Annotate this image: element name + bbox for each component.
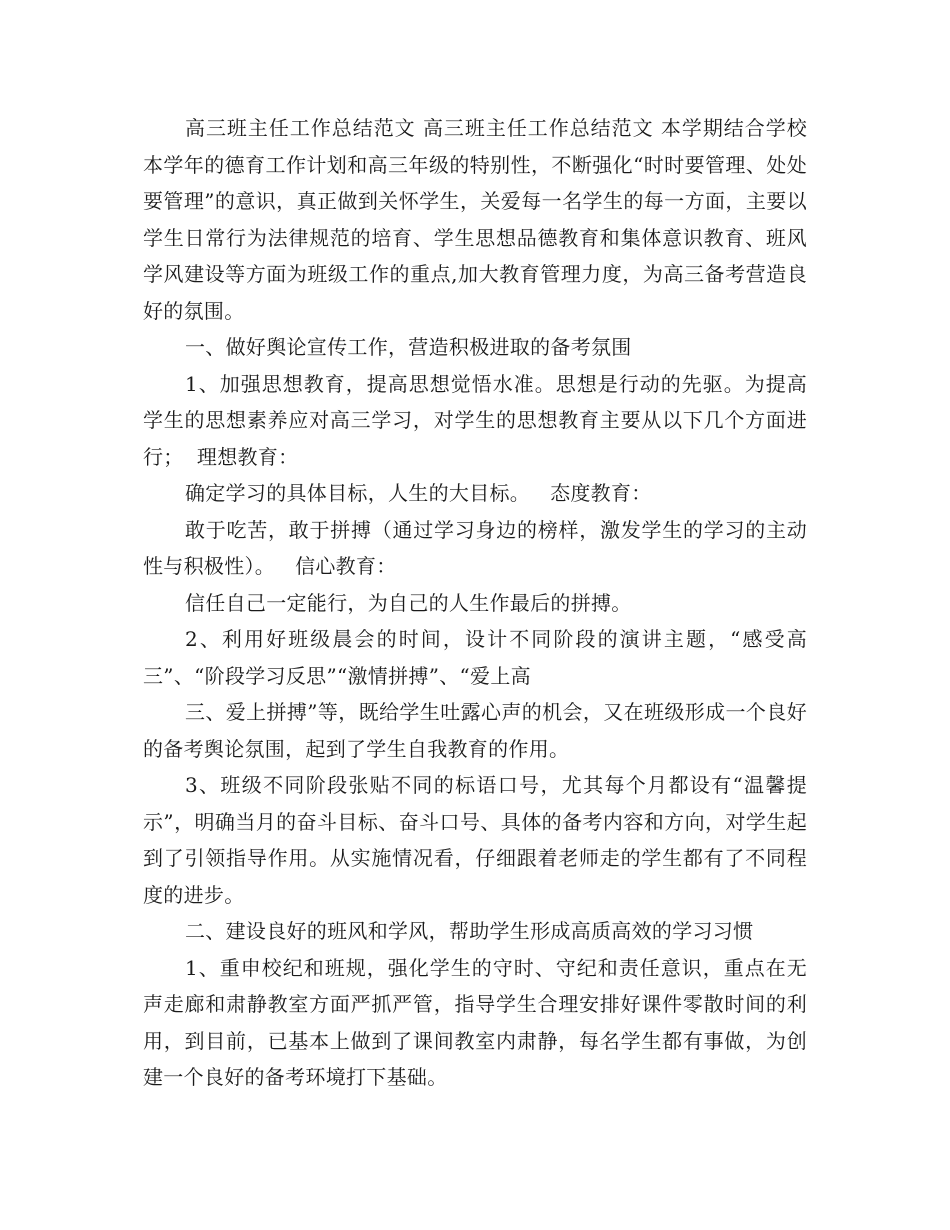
paragraph-item-2: 2、利用好班级晨会的时间，设计不同阶段的演讲主题，“感受高三”、“阶段学习反思”“激情拼搏”、“爱上高 bbox=[143, 627, 807, 688]
paragraph-section-2-item-1: 1、重申校纪和班规，强化学生的守时、守纪和责任意识，重点在无声走廊和肃静教室方面严抓严管，指导学生合理安排好课件零散时间的利用，到目前，已基本上做到了课间教室内肃静，每名学生都有事做，为创建一个良好的备考环境打下基础。 bbox=[143, 955, 807, 1089]
paragraph-confidence-education: 信任自己一定能行，为自己的人生作最后的拼搏。 bbox=[185, 590, 632, 615]
paragraph-item-1: 1、加强思想教育，提高思想觉悟水准。思想是行动的先驱。为提高学生的思想素养应对高三学习，对学生的思想教育主要从以下几个方面进行； 理想教育： bbox=[143, 371, 807, 469]
document-body bbox=[143, 110, 807, 1096]
paragraph-item-2-continued: 三、爱上拼搏”等，既给学生吐露心声的机会，又在班级形成一个良好的备考舆论氛围，起到了学生自我教育的作用。 bbox=[143, 700, 807, 761]
heading-section-1: 一、做好舆论宣传工作，营造积极进取的备考氛围 bbox=[185, 335, 632, 359]
paragraph-intro: 高三班主任工作总结范文 高三班主任工作总结范文 本学期结合学校本学年的德育工作计划和高三年级的特别性，不断强化“时时要管理、处处要管理”的意识，真正做到关怀学生，关爱每一名学生的每一方面，主要以学生日常行为法律规范的培育、学生思想品德教育和集体意识教育、班风学风建设等方面为班级工作的重点,加大教育管理力度，为高三备考营造良好的氛围。 bbox=[143, 116, 807, 323]
paragraph-attitude-education: 敢于吃苦，敢于拼搏（通过学习身边的榜样，激发学生的学习的主动性与积极性）。 信心教育： bbox=[143, 517, 807, 578]
heading-section-2: 二、建设良好的班风和学风，帮助学生形成高质高效的学习习惯 bbox=[185, 919, 754, 943]
paragraph-ideal-education: 确定学习的具体目标，人生的大目标。 态度教育： bbox=[185, 481, 652, 505]
paragraph-item-3: 3、班级不同阶段张贴不同的标语口号，尤其每个月都设有“温馨提示”，明确当月的奋斗目标、奋斗口号、具体的备考内容和方向，对学生起到了引领指导作用。从实施情况看，仔细跟着老师走的学生都有了不同程度的进步。 bbox=[143, 773, 807, 907]
